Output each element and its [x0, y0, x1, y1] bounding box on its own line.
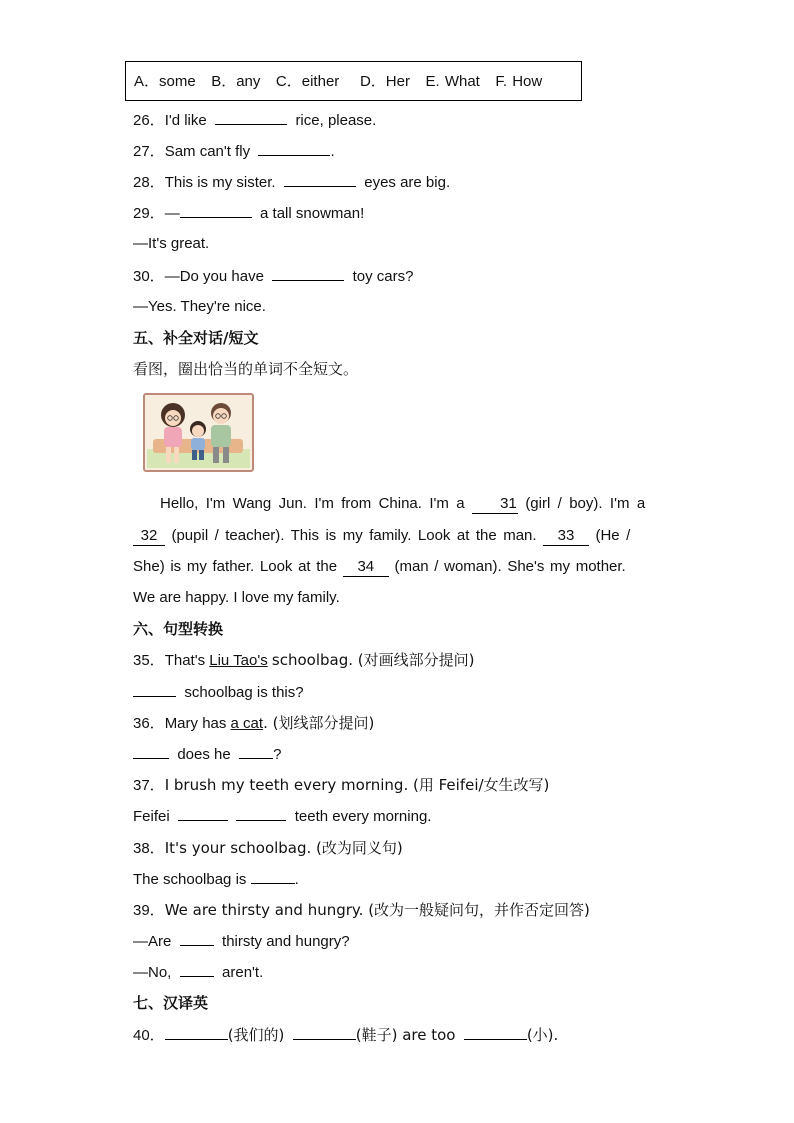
answer-blank-29[interactable]	[180, 203, 252, 218]
section-6-title: 六、句型转换	[133, 620, 224, 638]
question-29-reply: —It's great.	[133, 235, 210, 252]
family-picture	[143, 393, 254, 472]
question-27: 27．Sam can't fly .	[133, 143, 335, 160]
answer-blank-27[interactable]	[258, 141, 330, 156]
question-37: 37．I brush my teeth every morning. (用 Feifei/女生改写)	[133, 776, 550, 794]
question-36: 36．Mary has a cat. (划线部分提问)	[133, 714, 375, 732]
question-30: 30．—Do you have toy cars?	[133, 268, 414, 285]
passage-blank-32[interactable]: 32	[133, 527, 165, 546]
option-b: B．any	[211, 73, 261, 90]
passage-line-2: 32 (pupil / teacher). This is my family. Look at the man. 33 (He /	[133, 526, 656, 546]
option-a: A．some	[134, 73, 196, 90]
passage-line-4: We are happy. I love my family.	[133, 589, 340, 606]
underlined-phrase-35: Liu Tao's	[209, 652, 268, 669]
question-39-answer-1: —Are thirsty and hungry?	[133, 933, 350, 950]
passage-line-3: She) is my father. Look at the 34 (man / woman). She's my mother.	[133, 558, 626, 575]
answer-blank-37a[interactable]	[178, 806, 228, 821]
answer-blank-40c[interactable]	[464, 1025, 527, 1040]
word-bank-box	[125, 61, 582, 101]
option-d: D．Her	[359, 73, 410, 90]
passage-line-1: Hello, I'm Wang Jun. I'm from China. I'm a 31 (girl / boy). I'm a	[160, 495, 646, 512]
answer-blank-28[interactable]	[284, 172, 356, 187]
underlined-phrase-36: a cat	[230, 715, 264, 732]
answer-blank-38[interactable]	[251, 869, 295, 884]
question-39-answer-2: —No, aren't.	[133, 964, 264, 981]
passage-blank-31[interactable]: 31	[472, 495, 518, 514]
passage-blank-33[interactable]: 33	[543, 527, 589, 546]
question-35-answer: schoolbag is this?	[133, 682, 304, 703]
passage-blank-34[interactable]: 34	[343, 558, 389, 577]
question-29: 29．— a tall snowman!	[133, 205, 365, 222]
question-38: 38．It's your schoolbag. (改为同义句)	[133, 839, 403, 857]
question-26: 26．I'd like rice, please.	[133, 112, 377, 129]
option-e: E. What	[425, 73, 480, 90]
question-30-reply: —Yes. They're nice.	[133, 298, 266, 315]
question-39: 39．We are thirsty and hungry. (改为一般疑问句，并作否定回答)	[133, 901, 590, 919]
option-f: F. How	[495, 73, 543, 90]
question-36-answer: does he ?	[133, 744, 281, 765]
section-7-title: 七、汉译英	[133, 994, 209, 1012]
answer-blank-36a[interactable]	[133, 744, 169, 759]
option-c: C．either	[275, 73, 340, 90]
word-bank-options	[134, 72, 542, 92]
answer-blank-39a[interactable]	[180, 931, 214, 946]
answer-blank-37b[interactable]	[236, 806, 286, 821]
answer-blank-39b[interactable]	[180, 962, 214, 977]
answer-blank-26[interactable]	[215, 110, 287, 125]
question-28: 28．This is my sister. eyes are big.	[133, 174, 451, 191]
section-5-title: 五、补全对话/短文	[133, 329, 259, 347]
answer-blank-40a[interactable]	[165, 1025, 228, 1040]
question-38-answer: The schoolbag is .	[133, 871, 299, 888]
answer-blank-36b[interactable]	[239, 744, 273, 759]
question-37-answer: Feifei teeth every morning.	[133, 808, 432, 825]
answer-blank-30[interactable]	[272, 266, 344, 281]
question-35: 35．That's Liu Tao's schoolbag. (对画线部分提问)	[133, 651, 475, 669]
answer-blank-35[interactable]	[133, 682, 176, 697]
section-5-instruction: 看图，圈出恰当的单词不全短文。	[133, 360, 359, 378]
answer-blank-40b[interactable]	[293, 1025, 356, 1040]
question-40: 40． (我们的) (鞋子) are too (小).	[133, 1026, 559, 1044]
